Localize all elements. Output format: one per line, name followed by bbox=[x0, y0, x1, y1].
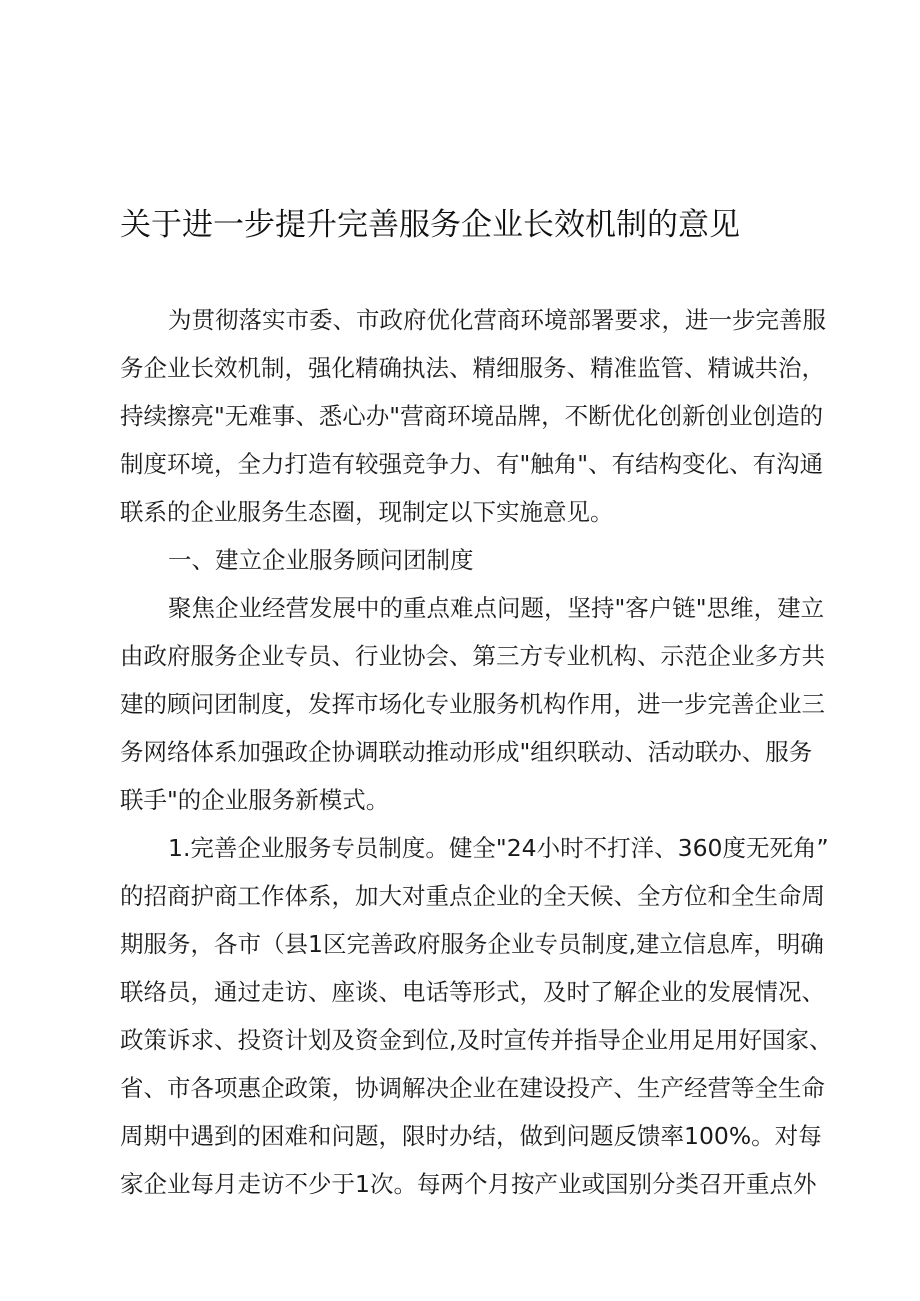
paragraph-line: 务网络体系加强政企协调联动推动形成"组织联动、活动联办、服务 bbox=[120, 738, 813, 766]
paragraph-line: 由政府服务企业专员、行业协会、第三方专业机构、示范企业多方共 bbox=[120, 642, 825, 670]
paragraph-line: 建的顾问团制度，发挥市场化专业服务机构作用，进一步完善企业三 bbox=[120, 690, 825, 718]
paragraph-line: 1.完善企业服务专员制度。健全"24小时不打洋、360度无死角” bbox=[168, 834, 829, 862]
paragraph-line: 政策诉求、投资计划及资金到位,及时宣传并指导企业用足用好国家、 bbox=[120, 1026, 833, 1054]
paragraph-intro bbox=[0, 296, 920, 536]
paragraph-line: 聚焦企业经营发展中的重点难点问题，坚持"客户链"思维，建立 bbox=[168, 594, 825, 622]
paragraph-line: 周期中遇到的困难和问题，限时办结，做到问题反馈率100%。对每 bbox=[120, 1122, 822, 1150]
paragraph-line: 为贯彻落实市委、市政府优化营商环境部署要求，进一步完善服 bbox=[168, 306, 826, 334]
paragraph-line: 持续擦亮"无难事、悉心办"营商环境品牌，不断优化创新创业创造的 bbox=[120, 402, 824, 430]
paragraph-line: 家企业每月走访不少于1次。每两个月按产业或国别分类召开重点外 bbox=[120, 1170, 817, 1198]
document-body bbox=[0, 296, 920, 1208]
document-title: 关于进一步提升完善服务企业长效机制的意见 bbox=[120, 207, 740, 243]
paragraph-line: 联手"的企业服务新模式。 bbox=[120, 786, 390, 814]
paragraph-item-1 bbox=[0, 824, 920, 1208]
paragraph-line: 联络员，通过走访、座谈、电话等形式，及时了解企业的发展情况、 bbox=[120, 978, 825, 1006]
paragraph-line: 制度环境，全力打造有较强竞争力、有"触角"、有结构变化、有沟通 bbox=[120, 450, 824, 478]
paragraph-line: 期服务，各市（县1区完善政府服务企业专员制度,建立信息库，明确 bbox=[120, 930, 824, 958]
paragraph-section-body bbox=[0, 584, 920, 824]
section-heading-text: 一、建立企业服务顾问团制度 bbox=[168, 546, 474, 574]
paragraph-line: 联系的企业服务生态圈，现制定以下实施意见。 bbox=[120, 498, 614, 526]
paragraph-line: 省、市各项惠企政策，协调解决企业在建设投产、生产经营等全生命 bbox=[120, 1074, 825, 1102]
section-heading bbox=[0, 536, 920, 584]
paragraph-line: 的招商护商工作体系，加大对重点企业的全天候、全方位和全生命周 bbox=[120, 882, 825, 910]
paragraph-line: 务企业长效机制，强化精确执法、精细服务、精准监管、精诚共治， bbox=[120, 354, 825, 382]
